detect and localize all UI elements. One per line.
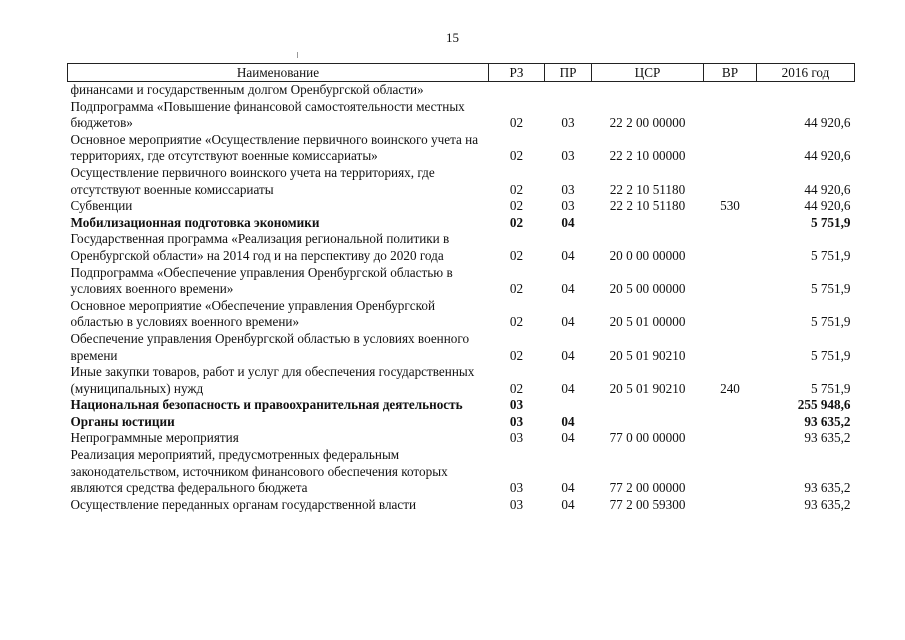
cell-csr: 22 2 10 00000 (609, 148, 686, 164)
cell-amount: 5 751,9 (810, 247, 851, 263)
cell-csr: 20 5 01 90210 (609, 347, 686, 363)
table-row (68, 82, 855, 99)
cell-name: Национальная безопасность и правоохранительная деятельность (70, 397, 463, 413)
cell-vr (704, 165, 757, 198)
cell-amount: 44 920,6 (804, 181, 851, 197)
header-pr: ПР (545, 64, 592, 82)
cell-name: Государственная программа «Реализация региональной политики в Оренбургской области» на 2014 год и на перспективу до 2020 года (70, 231, 450, 263)
cell-pr: 04 (561, 214, 575, 230)
cell-pr: 03 (561, 198, 575, 214)
cell-rz: 02 (509, 281, 524, 297)
cell-csr: 77 0 00 00000 (609, 430, 686, 446)
cell-name: Осуществление переданных органам государственной власти (70, 496, 417, 512)
cell-amount: 44 920,6 (804, 198, 851, 214)
table-row (68, 265, 855, 298)
cell-name: Иные закупки товаров, работ и услуг для обеспечения государственных (муниципальных) нужд (70, 364, 475, 396)
cell-name: Подпрограмма «Повышение финансовой самостоятельности местных бюджетов» (70, 98, 465, 131)
cell-pr: 03 (561, 181, 575, 197)
cell-name: Основное мероприятие «Осуществление первичного воинского учета на территориях, где отсутствуют военные комиссариаты» (70, 131, 479, 164)
cell-vr (704, 397, 757, 414)
cell-amount: 93 635,2 (804, 430, 851, 446)
table-row (68, 132, 855, 165)
header-name: Наименование (68, 64, 489, 82)
table-header-row (68, 64, 855, 82)
cell-rz: 03 (509, 430, 524, 446)
cell-vr (704, 82, 757, 99)
cell-amount: 93 635,2 (804, 413, 851, 429)
cell-pr (545, 397, 592, 414)
table-row (68, 497, 855, 514)
cell-vr (704, 497, 757, 514)
cell-vr (704, 265, 757, 298)
cell-amount: 255 948,6 (797, 397, 851, 413)
cell-pr: 04 (561, 247, 575, 263)
cell-amount: 5 751,9 (810, 214, 851, 230)
cell-vr (704, 231, 757, 264)
cell-amount (757, 82, 855, 99)
cell-amount: 5 751,9 (810, 380, 851, 396)
table-row (68, 414, 855, 431)
cell-rz: 02 (509, 181, 524, 197)
cell-csr: 22 2 10 51180 (609, 198, 686, 214)
table-row (68, 231, 855, 264)
budget-table-container (67, 63, 854, 513)
cell-amount: 5 751,9 (810, 314, 851, 330)
cell-pr (545, 82, 592, 99)
table-row (68, 165, 855, 198)
cell-name: Обеспечение управления Оренбургской областью в условиях военного времени (70, 330, 470, 363)
table-row (68, 397, 855, 414)
cell-rz: 02 (509, 115, 524, 131)
header-csr: ЦСР (592, 64, 704, 82)
cell-name: Подпрограмма «Обеспечение управления Оренбургской областью в условиях военного времени» (70, 264, 453, 297)
table-row (68, 430, 855, 447)
cell-name: Реализация мероприятий, предусмотренных федеральным законодательством, источником финансового обеспечения которых являются средства федерального бюджета (70, 447, 448, 496)
cell-pr: 03 (561, 148, 575, 164)
cell-csr: 77 2 00 59300 (609, 496, 686, 512)
cell-vr (704, 331, 757, 364)
scan-mark (297, 52, 298, 58)
table-row (68, 215, 855, 232)
cell-name: Мобилизационная подготовка экономики (70, 214, 320, 230)
cell-name: финансами и государственным долгом Оренбургской области» (70, 82, 424, 97)
cell-pr: 04 (561, 413, 575, 429)
table-row (68, 198, 855, 215)
cell-pr: 03 (561, 115, 575, 131)
cell-name: Осуществление первичного воинского учета на территориях, где отсутствуют военные комиссариаты (70, 164, 435, 197)
cell-amount: 93 635,2 (804, 480, 851, 496)
cell-pr: 04 (561, 480, 575, 496)
cell-pr: 04 (561, 347, 575, 363)
cell-csr: 20 5 01 90210 (609, 380, 686, 396)
table-body (68, 82, 855, 514)
cell-csr: 77 2 00 00000 (609, 480, 686, 496)
cell-rz: 02 (509, 148, 524, 164)
cell-amount: 93 635,2 (804, 496, 851, 512)
cell-pr: 04 (561, 496, 575, 512)
header-year: 2016 год (757, 64, 855, 82)
cell-csr (592, 414, 704, 431)
table-row (68, 447, 855, 497)
cell-name: Субвенции (70, 198, 133, 214)
cell-csr: 20 5 01 00000 (609, 314, 686, 330)
cell-csr: 22 2 00 00000 (609, 115, 686, 131)
cell-csr (592, 215, 704, 232)
cell-pr: 04 (561, 314, 575, 330)
cell-name: Непрограммные мероприятия (70, 430, 239, 446)
cell-csr: 22 2 10 51180 (609, 181, 686, 197)
cell-amount: 44 920,6 (804, 115, 851, 131)
table-row (68, 331, 855, 364)
cell-rz: 03 (509, 397, 524, 413)
cell-vr (704, 215, 757, 232)
cell-pr: 04 (561, 430, 575, 446)
cell-rz (489, 82, 545, 99)
cell-vr (704, 414, 757, 431)
cell-vr: 530 (720, 198, 740, 214)
cell-amount: 44 920,6 (804, 148, 851, 164)
cell-rz: 02 (509, 247, 524, 263)
cell-csr (592, 397, 704, 414)
cell-pr: 04 (561, 380, 575, 396)
cell-pr: 04 (561, 281, 575, 297)
cell-rz: 03 (509, 413, 524, 429)
table-row (68, 99, 855, 132)
cell-vr (704, 430, 757, 447)
cell-rz: 03 (509, 496, 524, 512)
cell-csr: 20 5 00 00000 (609, 281, 686, 297)
cell-amount: 5 751,9 (810, 281, 851, 297)
cell-name: Основное мероприятие «Обеспечение управления Оренбургской областью в условиях военного времени» (70, 297, 436, 330)
cell-vr (704, 447, 757, 497)
page-number: 15 (446, 30, 459, 45)
cell-vr (704, 132, 757, 165)
cell-rz: 02 (509, 214, 524, 230)
cell-vr (704, 298, 757, 331)
cell-csr: 20 0 00 00000 (609, 247, 686, 263)
cell-name: Органы юстиции (70, 413, 175, 429)
cell-rz: 02 (509, 314, 524, 330)
cell-vr: 240 (720, 380, 740, 396)
table-row (68, 298, 855, 331)
cell-rz: 02 (509, 198, 524, 214)
cell-amount: 5 751,9 (810, 347, 851, 363)
cell-rz: 02 (509, 380, 524, 396)
cell-vr (704, 99, 757, 132)
table-row (68, 364, 855, 397)
cell-rz: 02 (509, 347, 524, 363)
header-rz: РЗ (489, 64, 545, 82)
cell-csr (592, 82, 704, 99)
cell-rz: 03 (509, 480, 524, 496)
budget-table (67, 63, 855, 513)
header-vr: ВР (704, 64, 757, 82)
